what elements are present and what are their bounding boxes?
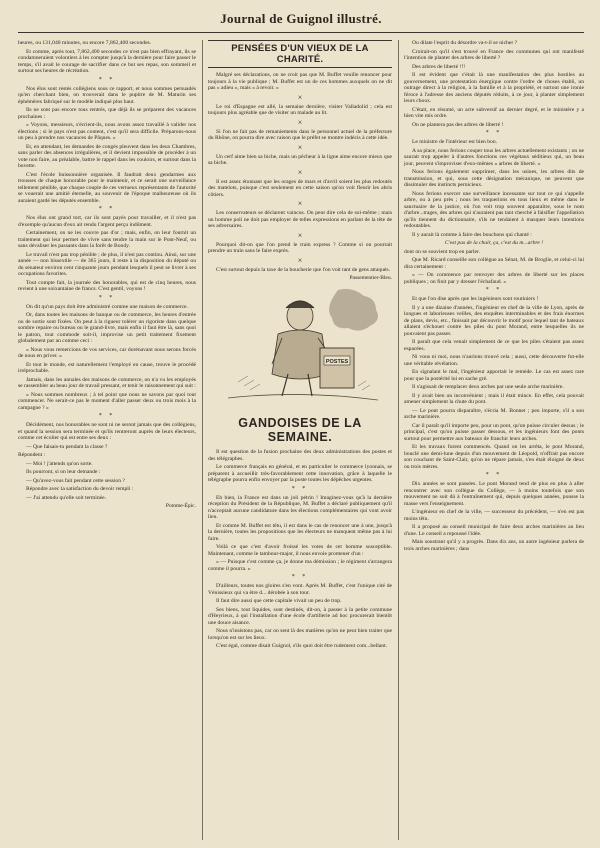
paragraph: Ils ne sont pas encore tous rentrés, que déjà ils se préparent des vacances prochaines : <box>18 107 196 120</box>
cross-separator: × <box>297 255 303 265</box>
paragraph: Il y avait bien un inconvénient ; mais il était mince. En effet, cela pouvait amener simplement la chute du pont. <box>404 392 584 405</box>
paragraph: Si l'on ne fait pas de remaniements dans le personnel actuel de la préfecture du Rhône, on pourra dire avec raison que le préfet se montre indécis à cette idée. <box>208 128 392 141</box>
paragraph: Répondent : <box>18 452 46 458</box>
paragraph: C'est surtout depuis la taxe de la boucherie que l'on voit tant de gens attaqués. <box>216 266 390 273</box>
paragraph: C'est égal, comme disait Guignol, s'ils quoi doit être rudement com...bellant. <box>216 643 388 649</box>
section-separator: * * <box>98 76 116 83</box>
paragraph: Nous ferions exercer une surveillance incessante sur tout ce qui s'appelle arbre, ou à peu près ; nous les traquerions en tous lieux et même dans le sanctuaire de la justice, où l'on voit trop souvent apparaître, sous le nom d'arbre...trages, des arbres qui n'auraient pas tant cherché à falsifier l'appellation qu'ils tiennent du dictionnaire, s'ils ne tendaient à masquer leurs intentions redoutables. <box>404 190 584 229</box>
paragraph: L'ingénieur en chef de la ville, — successeur du précédent, — n'en est pas moins têtu. <box>404 509 584 522</box>
section-separator: * * <box>485 287 503 293</box>
masthead-title: Journal de Guignol illustré. <box>220 11 382 26</box>
paragraph: Ses biens, tout liquides, sont destinés, dit-on, à passer à la petite commune d'Heyrieux, à qui l'installation d'une école d'artillerie ad hoc procurerait bientôt une douce aisance. <box>208 606 392 626</box>
paragraph: « Nous vous remercions de vos services, car dorénavant nous serons forcés de nous en priver. » <box>18 346 196 359</box>
paragraph: Ni vous ni moi, nous n'aurions trouvé cela ; aussi, cette découverte fut-elle une véritable révélation. <box>404 354 584 367</box>
column-left <box>18 40 196 840</box>
column-divider <box>202 40 203 840</box>
cross-separator: × <box>297 230 303 240</box>
section-separator: * * <box>485 472 503 478</box>
paragraph: « — Puisque c'est comme ça, je donne ma démission ; le régiment s'arrangera comme il pourra. » <box>208 559 392 572</box>
paragraph: Jamais, dans les annales des maisons de commerce, on n'a vu les employés se rassembler au beau jour de travail pressant, et tenir le raisonnement qui suit : <box>18 376 196 389</box>
paragraph: Nous n'insistons pas, car on sent là des matières qu'on ne peut bien traiter que lorsqu'on est sur les lieux. <box>208 628 392 641</box>
paragraph: Tout compte fait, la journée des honorables, qui est de cinq heures, nous revient à une soixantaine de francs. C'est gentil, voyons ! <box>18 279 196 292</box>
paragraph: dont on se souvient trop en parler. <box>404 248 480 255</box>
paragraph: Ou dilate l'esprit du désordre va-t-il se nicher ? <box>412 40 518 46</box>
paragraph: Décidément, nos honorables ne sont ni ne seront jamais que des collégiens, et quand la session sera terminée et qu'ils rentreront auprès de leurs électeurs, comme cet écolier qui est entre ses deux : <box>18 422 196 441</box>
cross-separator: × <box>297 117 303 127</box>
engraving-illustration <box>208 286 392 406</box>
paragraph: Voilà ce que c'est d'avoir froissé les votes de cet homme susceptible. Maintenant, comme le tambour-major, il nous envoie promener d'un : <box>208 544 392 557</box>
paragraph: Et, en attendant, les demandes de congés pleuvent dans les deux Chambres, sans parler des absences irrégulières, et il devient impossible de procéder à un vote non faire, au préalable, battre le rappel dans les couloirs, et surtout dans la buvette. <box>18 143 196 169</box>
paragraph: Il paraît que cela venait simplement de ce que les piles s'étaient pas assez espacées. <box>404 339 584 352</box>
paragraph: On dit qu'un pays doit être administré comme une maison de commerce. <box>26 303 188 310</box>
paragraph: — Qu'avez-vous fait pendant cette session ? <box>26 477 125 484</box>
paragraph: Pourquoi dit-on que l'on prend le train express ? Comme si on pourrait prendre un train sans le faire exprès. <box>208 241 392 254</box>
paragraph: heures, ou 131,040 minutes, ou encore 7,862,400 secondes. <box>18 40 152 46</box>
paragraph: Ils pourront, si on leur demande : <box>26 469 101 475</box>
paragraph: Il y a une dizaine d'années, l'ingénieur en chef de la ville de Lyon, après de longues et laborieuses veilles, des enquêtes interminables et des frais énormes de plans, devis, etc., finissait par découvrir le motif pour lequel tant de bateaux allaient s'échouer contre les piles du pont Morand, entre lesquelles ils ne pouvaient pas passer. <box>404 304 584 337</box>
column-divider <box>398 40 399 840</box>
paragraph: D'ailleurs, toutes nos gloires s'en vont. Après M. Buffet, c'est l'unique cité de Vénissieux qui va être d... dérobée à son tour. <box>208 583 392 596</box>
paragraph: « Voyons, messieurs, s'écrient-ils, nous avons assez travaillé à valider nos élections ; si le pays n'est pas content, c'est qu'il sera difficile. Préparons-nous un peu à prendre nos vacances de Pâques. » <box>18 122 196 141</box>
columns <box>18 40 584 840</box>
paragraph: Et que l'on dise après que les ingénieurs sont routiniers ! <box>412 296 539 302</box>
paragraph: A sa place, nous ferions couper tous les arbres actuellement existants ; on ne saurait trop appeler à d'autres fonctions ces végétaux séditieux qui, un beau jour, peuvent s'improviser d'eux-mêmes « arbres de liberté. » <box>404 147 584 167</box>
paragraph: C'était, en résumé, un acte subversif au dernier degré, et le ministère y a bien vite mis ordre. <box>404 106 584 119</box>
section-separator: * * <box>98 413 116 419</box>
paragraph: — Le pont pourra disparaître, s'écria M. Bonnet ; peu importe, s'il a son arche marinière. <box>404 407 584 420</box>
paragraph: Et les travaux furent commencés. Quand on les arrêta, le pont Morand, bouclé une demi-lune depuis d'un mouvement de Léopold, n'offrait pas encore son couchant de Saint-Clair, qu'on ne répare jamais, s'en était éloigné de deux ou trois mètres. <box>404 444 584 470</box>
cross-separator: × <box>297 199 303 208</box>
paragraph: C'est l'école buissonnière organisée. Il faudrait deux gendarmes aux trousses de chaque honorable pour le maintenir, et ce serait une surveillance tellement pénible, que chaque couple de ces vertueux représentants de l'autorité se vouerait une amitié éternelle, au souvenir de l'époque malheureuse où ils auraient gardé les députés ensemble. <box>18 171 196 204</box>
paragraph: Nous ferions également supprimer, dans les usines, les arbres dits de transmission, et qui, sous cette désignation mécanique, ne peuvent que dissimuler des instincts pernicieux. <box>404 169 584 188</box>
paragraph: Certainement, on ne les couvre pas d'or ; mais, enfin, on leur fournit un traitement qui leur permet de vivre sans tendre la main sur le Pont-Neuf, ou sans dévaliser les passants dans la forêt de Bondy. <box>18 230 196 249</box>
paragraph: Il est question de la fusion prochaine des deux administrations des postes et des télégraphes. <box>208 449 392 462</box>
section-separator: * * <box>485 130 503 136</box>
paragraph: C'est pas de la chair, ça, c'est du m...arbre ! <box>444 240 544 246</box>
section-separator: * * <box>98 206 116 212</box>
paragraph: Croirait-on qu'il s'est trouvé en France des communes qui ont manifesté l'intention de planter des arbres de liberté ? <box>404 48 584 61</box>
paragraph: Un cerf aime bien sa biche, mais un pêcheur à la ligne aime encore mieux que sa biche. <box>208 153 392 166</box>
paragraph: — J'ai attendu qu'elle soit terminée. <box>26 494 106 501</box>
paragraph: En signalant le mal, l'ingénieur apportait le remède. Le cas est assez rare pour que la postérité lui en sache gré. <box>404 369 584 382</box>
paragraph: Il a proposé au conseil municipal de faire deux arches marinières au lieu d'une. Le conseil a repoussé l'idée. <box>404 524 584 537</box>
section-separator: * * <box>291 574 309 580</box>
paragraph: Le travail n'est pas trop pénible ; de plus, il n'est pas continu. Ainsi, sur une année — non bissextile — de 365 jours, il reste à la disposition du député ou du sénateur environ cent cinquante jours pendant lesquels il peut se livrer à ses occupations favorites. <box>18 251 196 277</box>
paragraph: Des arbres de liberté !!! <box>412 63 466 70</box>
paragraph: Les conservateurs se déclarent vaincus. On peut dire cela de soi-même ; mais un homme poli ne doit pas employer de telles expressions en parlant de la tête de ses adversaires. <box>208 210 392 229</box>
paragraph: Il s'agissait de remplacer deux arches par une seule arche marinière. <box>412 384 564 390</box>
cross-separator: × <box>297 92 303 102</box>
column-middle <box>208 40 392 840</box>
paragraph: Que M. Ricard conseille son collègue au Sénat, M. de Broglie, et celui-ci lui dira certainement : <box>404 257 584 270</box>
paragraph: Dix années se sont passées. Le pont Morand tend de plus en plus à aller rencontrer avec son collègue du Collège, — à moins toutefois que son mouvement ne soit dû à l'entraînement qui, depuis quelques années, pousse la masse vers l'enseignement. <box>404 481 584 507</box>
paragraph: Répondre avec la satisfaction du devoir rempli : <box>26 486 134 492</box>
section-separator: * * <box>98 294 116 301</box>
paragraph: On ne plantera pas des arbres de liberté ! <box>412 121 504 128</box>
paragraph: Eh bien, la France est dans un joli pétrin ! Imaginez-vous qu'à la dernière réception du Président de la République, M. Buffet a déclaré publiquement qu'il n'acceptait aucune candidature dans les élections complémentaires qui vont avoir lieu. <box>208 494 392 520</box>
masthead-rule <box>18 32 584 33</box>
paragraph: Le commerce français en général, et en particulier le commerce lyonnais, se préparent à accueillir très-favorablement cette innovation, grâce à laquelle le télégraphe pourra enfin envoyer par la poste toutes les dépêches urgentes. <box>208 464 392 483</box>
paragraph: Le ministre de l'intérieur est bien bon. <box>412 139 498 145</box>
paragraph: Nos élus sont restés collégiens sous ce rapport, et nous sommes persuadés qu'en cherchant bien, on trouverait dans le pupitre de M. Maturin ses éphémères fabriqué sur le modèle indiqué plus haut. <box>18 85 196 105</box>
paragraph: Malgré ses déclarations, on ne croit pas que M. Buffet veuille renoncer pour toujours à la vie publique ; M. Buffet est un de ces hommes auxquels on ne dit pas « adieu », mais « à revoir. » <box>208 72 392 91</box>
paragraph: « — On commence par renvoyer des arbres de liberté sur les places publiques ; on finit par y dresser l'échafaud. » <box>404 272 584 285</box>
cross-separator: × <box>297 142 303 152</box>
paragraph: Le roi d'Espagne est allé, la semaine dernière, visiter Valladolid ; cela est toujours plus agréable que de visiter un malade au lit. <box>208 103 392 116</box>
article-heading: PENSÉES D'UN VIEUX DE LA CHARITÉ. <box>208 40 392 68</box>
paragraph: Il faut dire aussi que cette capitale vivait un peu de trop. <box>216 598 342 604</box>
paragraph: Nos élus ont grand tort, car ils sont payés pour travailler, et il n'est pas d'exemple qu'aucun d'eux ait rendu l'argent perçu indûment. <box>18 215 196 228</box>
paragraph: — Que faisais-tu pendant la classe ? <box>26 443 108 450</box>
postbox-sign: POSTES <box>325 358 349 365</box>
column-right <box>404 40 584 840</box>
paragraph: Et comme, après tout, 7,862,400 secondes ce n'est pas bien effrayant, ils se condamneraient volontiers à les compter jusqu'à la dernière pour faire passer le temps, s'il avait le courage de sacrifier dans ce but ses repas, son sommeil et surtout ses heures de récréation. <box>18 48 196 74</box>
paragraph: Il y aurait là comme à faire des bouchons qui chanté : <box>412 231 532 238</box>
paragraph: Il est évident que c'était là une manifestation des plus hostiles au gouvernement, une protestation énergique contre l'ordre de choses établi, un outrage direct à la religion, à la famille et à la propriété, et surtout une ironie féroce à l'adresse des anciens députés réduits, à ce jour, à planter simplement leurs choux. <box>404 72 584 104</box>
cross-separator: × <box>297 167 303 177</box>
paragraph: Et comme M. Buffet est têtu, il est dans le cas de renoncer une à une, jusqu'à la dernière, toutes les propositions que les électeurs ne manquent même pas à lui faire. <box>208 522 392 542</box>
paragraph: « Nous sommes nombreux ; à tel point que nous ne savons par quoi tout commencer. Ne serait-ce pas le moment d'aller passer deux ou trois mois à la campagne ? » <box>18 391 196 411</box>
paragraph: — Moi ! j'attends qu'on sorte. <box>26 460 93 467</box>
article-heading: GANDOISES DE LA SEMAINE. <box>238 416 362 444</box>
newspaper-page <box>18 10 584 840</box>
author-signature: Passementier-Bleu. <box>349 275 392 281</box>
paragraph: Et tout le monde, est naturellement l'employé en cause, trouve le procédé irréprochable. <box>18 361 196 374</box>
paragraph: Car il paraît qu'il importe peu, pour un pont, qu'on puisse circuler dessus ; le principal, c'est qu'on puisse passer dessous, et les ingénieurs font des ponts surtout pour permettre aux bateaux de franchir leurs arches. <box>404 422 584 442</box>
paragraph: Il est assez étonnant que les orages de mars et d'avril soient les plus redoutés des matelots, puisque c'est seulement en cette saison qu'on voit fleurir les abris côtiers. <box>208 178 392 198</box>
paragraph: Or, dans toutes les maisons de banque ou de commerce, les heures d'entrée ou de sortie sont fixées. On peut à la rigueur tolérer un rigoriste dans quelque sombre repaire ou bureau ou le grand-livre, mais enfin il faut être là, sans quoi le patron, tout commode soit-il, improvise un petit traitement fixement globalement par an comme ceci : <box>18 312 196 344</box>
paragraph: Mais soustrant qu'il y a progrès. Dans dix ans, un autre ingénieur parlera de trois arches marinières ; dans <box>404 539 584 552</box>
section-separator: * * <box>291 485 309 492</box>
author-signature: Pomme-Épic. <box>165 503 196 509</box>
